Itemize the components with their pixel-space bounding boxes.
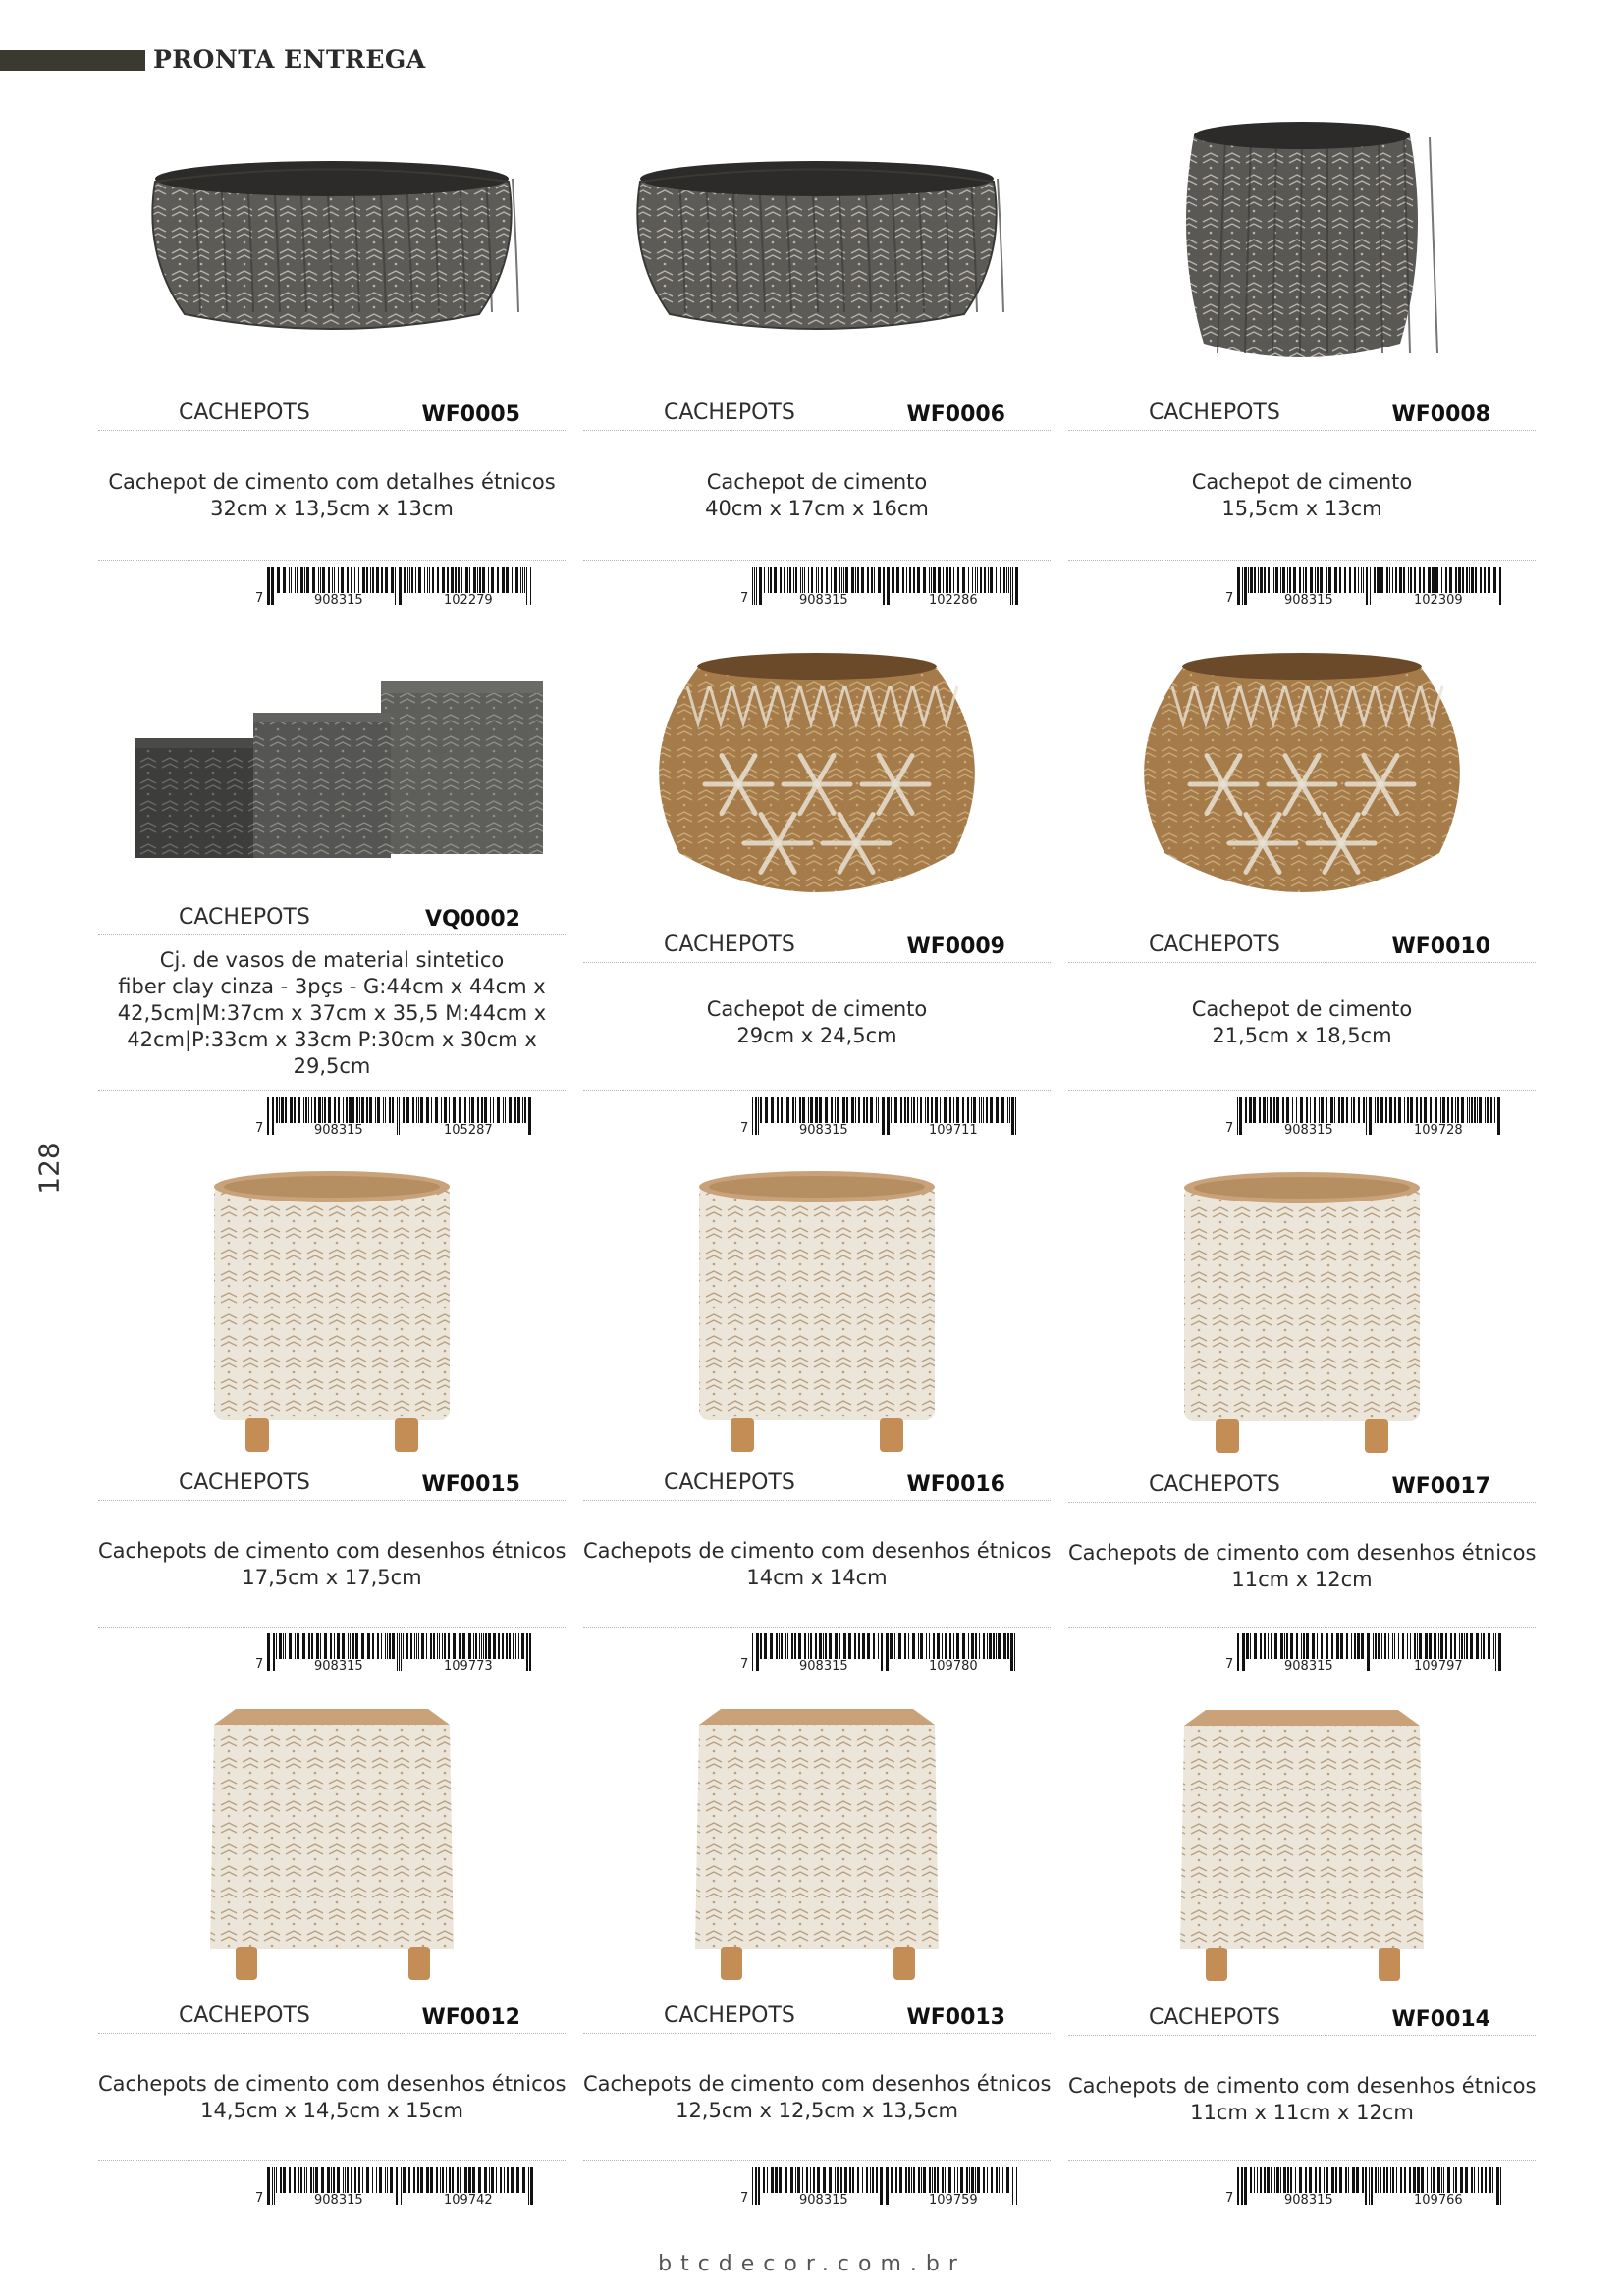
- divider: [583, 2160, 1051, 2161]
- product-barcode: [740, 567, 1035, 611]
- description-line: 29,5cm: [293, 1054, 371, 1078]
- product-category: CACHEPOTS: [1149, 400, 1280, 425]
- description-line: Cachepot de cimento: [706, 470, 928, 494]
- product-label-row: [98, 905, 566, 935]
- product-description: [1068, 2073, 1536, 2126]
- product-label-row: [98, 400, 566, 431]
- page-number: 128: [32, 1142, 66, 1195]
- page-header-title: PRONTA ENTREGA: [153, 45, 426, 74]
- barcode-digit-first: 7: [1225, 1657, 1234, 1672]
- product-code: WF0008: [1391, 402, 1490, 427]
- product-description: [1068, 996, 1536, 1049]
- description-line: 11cm x 12cm: [1231, 1568, 1373, 1591]
- description-line: Cachepots de cimento com desenhos étnicos: [1068, 1541, 1537, 1565]
- product-category: CACHEPOTS: [664, 933, 795, 957]
- product-description: [98, 1538, 566, 1591]
- divider: [1068, 2160, 1536, 2161]
- oval-planter-dark-icon: [583, 108, 1051, 383]
- divider: [98, 2160, 566, 2161]
- description-line: 12,5cm x 12,5cm x 13,5cm: [676, 2099, 958, 2122]
- product-description: [583, 469, 1051, 522]
- barcode-digits-left: 908315: [1284, 1123, 1333, 1138]
- product-description: [98, 2071, 566, 2124]
- product-code: VQ0002: [425, 907, 520, 932]
- product-code: WF0009: [906, 934, 1005, 959]
- divider: [1068, 1627, 1536, 1628]
- square-pot-legs-icon: [1068, 1688, 1536, 2000]
- description-line: Cj. de vasos de material sintetico: [159, 948, 505, 972]
- barcode-digits-right: 109759: [929, 2193, 978, 2208]
- product-barcode: [740, 2167, 1035, 2211]
- barcode-digits-right: 109780: [929, 1659, 978, 1674]
- product-barcode: [255, 567, 550, 611]
- product-category: CACHEPOTS: [664, 2003, 795, 2028]
- barcode-digit-first: 7: [740, 2191, 749, 2206]
- divider: [98, 1090, 566, 1091]
- product-barcode: [1225, 1097, 1520, 1141]
- description-line: 15,5cm x 13cm: [1221, 497, 1382, 520]
- description-line: Cachepot de cimento: [1191, 997, 1413, 1021]
- product-description: [98, 469, 566, 522]
- product-category: CACHEPOTS: [179, 1470, 310, 1495]
- product-barcode: [255, 1097, 550, 1141]
- cylinder-pot-legs-icon: [583, 1158, 1051, 1468]
- barcode-digit-first: 7: [255, 591, 264, 606]
- barcode-digits-right: 102286: [929, 593, 978, 608]
- product-barcode: [1225, 1633, 1520, 1677]
- product-code: WF0006: [906, 402, 1005, 427]
- description-line: 42cm|P:33cm x 33cm P:30cm x 30cm x: [127, 1028, 537, 1051]
- divider: [98, 1627, 566, 1628]
- product-category: CACHEPOTS: [179, 2003, 310, 2028]
- description-line: Cachepots de cimento com desenhos étnicos: [583, 2072, 1052, 2096]
- barcode-digit-first: 7: [1225, 2191, 1234, 2206]
- product-label-row: [98, 1470, 566, 1501]
- barcode-digits-left: 908315: [799, 2193, 848, 2208]
- oval-planter-dark-icon: [98, 108, 566, 383]
- description-line: Cachepot de cimento: [706, 997, 928, 1021]
- barcode-digits-left: 908315: [799, 593, 848, 608]
- footer-url: btcdecor.com.br: [658, 2252, 966, 2276]
- product-label-row: [1068, 2005, 1536, 2036]
- barcode-bars-icon: [1237, 567, 1512, 607]
- product-description: [1068, 1540, 1536, 1593]
- barcode-digits-right: 109766: [1414, 2193, 1463, 2208]
- square-pot-set-icon: [98, 628, 566, 903]
- product-code: WF0012: [421, 2005, 520, 2030]
- description-line: 32cm x 13,5cm x 13cm: [210, 497, 454, 520]
- barcode-bars-icon: [1237, 1097, 1512, 1137]
- barcode-digit-first: 7: [1225, 591, 1234, 606]
- barcode-digits-left: 908315: [799, 1659, 848, 1674]
- product-label-row: [583, 2003, 1051, 2034]
- barcode-bars-icon: [752, 2167, 1027, 2207]
- description-line: 11cm x 11cm x 12cm: [1190, 2101, 1414, 2124]
- description-line: Cachepots de cimento com desenhos étnicos: [98, 2072, 567, 2096]
- barcode-digits-right: 109773: [444, 1659, 493, 1674]
- barcode-digit-first: 7: [255, 1121, 264, 1136]
- product-barcode: [740, 1097, 1035, 1141]
- product-label-row: [1068, 400, 1536, 431]
- product-description: [98, 947, 566, 1080]
- cylinder-pot-legs-icon: [98, 1158, 566, 1468]
- barcode-digits-right: 105287: [444, 1123, 493, 1138]
- product-category: CACHEPOTS: [1149, 1472, 1280, 1497]
- barcode-digits-left: 908315: [1284, 1659, 1333, 1674]
- product-code: WF0013: [906, 2005, 1005, 2030]
- product-barcode: [740, 1633, 1035, 1677]
- barcode-bars-icon: [1237, 2167, 1512, 2207]
- barcode-digits-left: 908315: [799, 1123, 848, 1138]
- barcode-digits-right: 109742: [444, 2193, 493, 2208]
- product-label-row: [1068, 933, 1536, 963]
- barcode-digits-left: 908315: [314, 2193, 363, 2208]
- product-description: [583, 2071, 1051, 2124]
- description-line: 42,5cm|M:37cm x 37cm x 35,5 M:44cm x: [117, 1001, 547, 1025]
- product-category: CACHEPOTS: [1149, 2005, 1280, 2030]
- divider: [1068, 1090, 1536, 1091]
- product-description: [1068, 469, 1536, 522]
- barcode-bars-icon: [267, 1097, 542, 1137]
- divider: [1068, 560, 1536, 561]
- barcode-digits-left: 908315: [1284, 593, 1333, 608]
- barcode-digit-first: 7: [740, 1121, 749, 1136]
- barcode-bars-icon: [752, 1097, 1027, 1137]
- barcode-digits-left: 908315: [314, 1123, 363, 1138]
- barcode-digits-right: 109797: [1414, 1659, 1463, 1674]
- barcode-digits-right: 102279: [444, 593, 493, 608]
- barcode-digits-left: 908315: [314, 1659, 363, 1674]
- product-barcode: [1225, 2167, 1520, 2211]
- product-category: CACHEPOTS: [664, 400, 795, 425]
- barcode-digits-left: 908315: [314, 593, 363, 608]
- product-barcode: [1225, 567, 1520, 611]
- round-pot-brown-icon: [1068, 628, 1536, 931]
- product-label-row: [1068, 1472, 1536, 1503]
- divider: [583, 1627, 1051, 1628]
- description-line: Cachepot de cimento com detalhes étnicos: [108, 470, 556, 494]
- description-line: 14cm x 14cm: [746, 1566, 888, 1589]
- square-pot-legs-icon: [583, 1688, 1051, 1998]
- barcode-bars-icon: [267, 567, 542, 607]
- product-code: WF0017: [1391, 1474, 1490, 1499]
- barcode-digit-first: 7: [255, 2191, 264, 2206]
- description-line: fiber clay cinza - 3pçs - G:44cm x 44cm x: [118, 975, 546, 998]
- square-pot-legs-icon: [98, 1688, 566, 1998]
- barcode-digits-left: 908315: [1284, 2193, 1333, 2208]
- product-barcode: [255, 1633, 550, 1677]
- barcode-digit-first: 7: [1225, 1121, 1234, 1136]
- round-pot-brown-icon: [583, 628, 1051, 931]
- description-line: Cachepots de cimento com desenhos étnicos: [98, 1539, 567, 1563]
- divider: [98, 560, 566, 561]
- barcode-digit-first: 7: [255, 1657, 264, 1672]
- round-pot-dark-icon: [1068, 108, 1536, 383]
- description-line: 17,5cm x 17,5cm: [242, 1566, 422, 1589]
- product-label-row: [583, 933, 1051, 963]
- divider: [583, 560, 1051, 561]
- product-code: WF0010: [1391, 934, 1490, 959]
- product-category: CACHEPOTS: [179, 905, 310, 930]
- description-line: Cachepots de cimento com desenhos étnicos: [1068, 2074, 1537, 2098]
- barcode-digits-right: 109728: [1414, 1123, 1463, 1138]
- barcode-digits-right: 109711: [929, 1123, 978, 1138]
- product-code: WF0005: [421, 402, 520, 427]
- product-description: [583, 1538, 1051, 1591]
- barcode-digits-right: 102309: [1414, 593, 1463, 608]
- description-line: 14,5cm x 14,5cm x 15cm: [200, 2099, 463, 2122]
- product-code: WF0015: [421, 1472, 520, 1497]
- product-code: WF0014: [1391, 2007, 1490, 2032]
- header-accent-bar: [0, 50, 145, 71]
- barcode-bars-icon: [267, 2167, 542, 2207]
- barcode-bars-icon: [1237, 1633, 1512, 1673]
- barcode-digit-first: 7: [740, 1657, 749, 1672]
- product-description: [583, 996, 1051, 1049]
- cylinder-pot-legs-icon: [1068, 1158, 1536, 1469]
- description-line: 21,5cm x 18,5cm: [1212, 1024, 1392, 1047]
- description-line: Cachepot de cimento: [1191, 470, 1413, 494]
- product-code: WF0016: [906, 1472, 1005, 1497]
- product-label-row: [583, 1470, 1051, 1501]
- barcode-digit-first: 7: [740, 591, 749, 606]
- description-line: 40cm x 17cm x 16cm: [705, 497, 929, 520]
- barcode-bars-icon: [267, 1633, 542, 1673]
- product-category: CACHEPOTS: [1149, 933, 1280, 957]
- barcode-bars-icon: [752, 567, 1027, 607]
- product-label-row: [98, 2003, 566, 2034]
- barcode-bars-icon: [752, 1633, 1027, 1673]
- product-category: CACHEPOTS: [179, 400, 310, 425]
- product-category: CACHEPOTS: [664, 1470, 795, 1495]
- description-line: Cachepots de cimento com desenhos étnicos: [583, 1539, 1052, 1563]
- description-line: 29cm x 24,5cm: [736, 1024, 897, 1047]
- product-label-row: [583, 400, 1051, 431]
- divider: [583, 1090, 1051, 1091]
- product-barcode: [255, 2167, 550, 2211]
